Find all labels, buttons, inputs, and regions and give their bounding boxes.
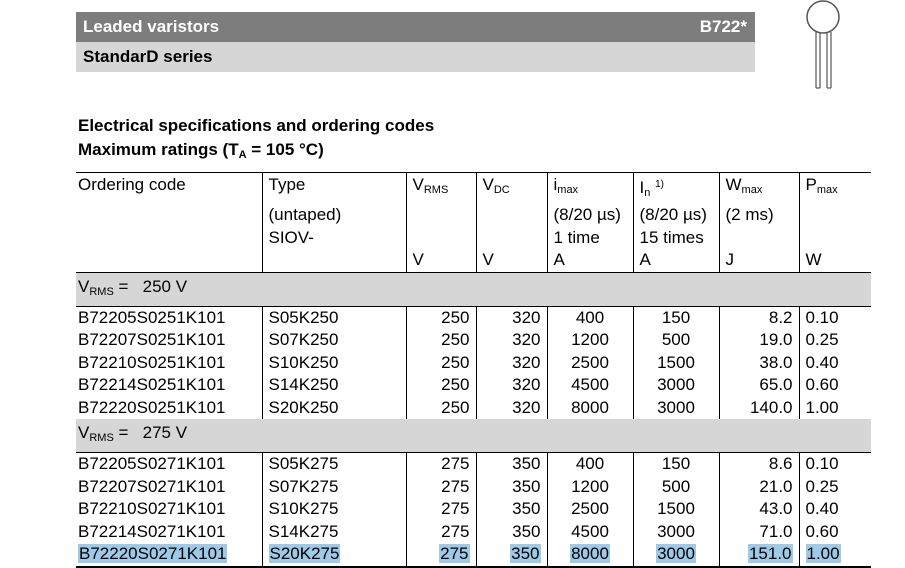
table-cell: S20K250 <box>262 397 406 420</box>
table-cell: 3000 <box>633 397 719 420</box>
table-cell: 151.0 <box>719 543 799 567</box>
section-row <box>76 272 871 306</box>
table-cell: B72220S0271K101 <box>76 543 262 567</box>
table-cell: 150 <box>633 453 719 476</box>
table-cell: 0.25 <box>799 329 871 352</box>
table-cell: B72210S0271K101 <box>78 499 226 518</box>
table-cell: 1200 <box>547 329 633 352</box>
table-row[interactable] <box>76 453 871 476</box>
table-cell: 0.40 <box>799 498 871 521</box>
col-pmax: $P_{max}$ <box>799 173 871 205</box>
table-cell: 275 <box>406 498 476 521</box>
table-cell: 250 <box>406 352 476 375</box>
table-cell: 38.0 <box>719 352 799 375</box>
table-cell: S14K250 <box>262 374 406 397</box>
section-title: Electrical specifications and ordering codes <box>78 116 435 135</box>
table-cell: 320 <box>476 329 547 352</box>
table-cell: S10K250 <box>262 352 406 375</box>
table-cell: B72214S0271K101 <box>78 521 226 541</box>
table-cell: 275 <box>406 521 476 544</box>
col-wmax: $W_{max}$ <box>719 173 799 205</box>
table-cell: B72205S0271K101 <box>78 454 226 473</box>
table-cell: 250 <box>406 397 476 420</box>
table-row[interactable] <box>76 329 871 352</box>
table-cell: B72220S0251K101 <box>78 397 226 417</box>
table-row[interactable] <box>76 476 871 499</box>
table-cell: 43.0 <box>719 498 799 521</box>
table-row[interactable] <box>76 306 871 329</box>
table-cell: 140.0 <box>719 397 799 420</box>
table-row[interactable] <box>76 543 871 567</box>
col-vdc: $V_{DC}$ <box>476 173 547 205</box>
section-row <box>76 419 871 453</box>
series-bar <box>76 42 755 72</box>
table-row[interactable] <box>76 521 871 544</box>
table-cell: 320 <box>476 352 547 375</box>
col-vrms: $V_{RMS}$ <box>406 173 476 205</box>
table-cell: 0.10 <box>799 453 871 476</box>
header-row-2: (untaped) (8/20 µs) (8/20 µs) (2 ms) <box>76 204 871 227</box>
title-bar <box>76 12 755 42</box>
table-cell: 0.10 <box>799 306 871 329</box>
table-cell: 320 <box>476 374 547 397</box>
table-cell: 400 <box>547 453 633 476</box>
table-cell: 3000 <box>633 521 719 544</box>
table-cell: B72207S0251K101 <box>78 330 226 349</box>
table-cell: 250 <box>406 374 476 397</box>
table-cell: B72205S0251K101 <box>78 307 226 327</box>
table-cell: S05K250 <box>262 306 406 329</box>
table-cell: 1500 <box>633 498 719 521</box>
table-cell: B72210S0251K101 <box>78 352 226 372</box>
table-cell: 275 <box>406 476 476 499</box>
table-cell: 500 <box>633 476 719 499</box>
table-cell: 8.6 <box>719 453 799 476</box>
table-cell: 8.2 <box>719 306 799 329</box>
table-cell: 350 <box>476 543 547 567</box>
table-cell: 2500 <box>547 498 633 521</box>
table-cell: 4500 <box>547 521 633 544</box>
product-code: B722* <box>699 17 747 36</box>
col-ordering-code: Ordering code <box>76 173 262 205</box>
table-cell: 8000 <box>547 543 633 567</box>
table-cell: 350 <box>476 521 547 544</box>
table-cell: 8000 <box>547 397 633 420</box>
spec-table <box>76 172 871 568</box>
table-row[interactable] <box>76 397 871 420</box>
table-cell: S07K275 <box>262 476 406 499</box>
table-row[interactable] <box>76 374 871 397</box>
table-cell: 0.40 <box>799 352 871 375</box>
table-cell: B72214S0251K101 <box>78 375 226 394</box>
table-cell: S05K275 <box>262 453 406 476</box>
table-cell: 350 <box>476 498 547 521</box>
section-label: $V_{RMS} = 250$ V <box>76 272 871 306</box>
unit-row: V V A A J W <box>76 249 871 272</box>
table-cell: 350 <box>476 476 547 499</box>
table-row[interactable] <box>76 352 871 375</box>
table-cell: S07K250 <box>262 329 406 352</box>
table-cell: 320 <box>476 306 547 329</box>
table-cell: 275 <box>406 543 476 567</box>
table-cell: 350 <box>476 453 547 476</box>
table-cell: 250 <box>406 329 476 352</box>
table-cell: 1500 <box>633 352 719 375</box>
table-cell: 2500 <box>547 352 633 375</box>
table-cell: 250 <box>406 306 476 329</box>
table-cell: 65.0 <box>719 374 799 397</box>
table-cell: S10K275 <box>262 498 406 521</box>
table-cell: 0.60 <box>799 521 871 544</box>
table-cell: 1200 <box>547 476 633 499</box>
table-cell: 21.0 <box>719 476 799 499</box>
col-type: Type <box>262 173 406 205</box>
table-cell: 400 <box>547 306 633 329</box>
table-cell: 3000 <box>633 374 719 397</box>
table-cell: 71.0 <box>719 521 799 544</box>
header-row <box>76 173 871 205</box>
section-subtitle: Maximum ratings ($T_A = 105$ °C) <box>78 140 324 161</box>
varistor-illustration <box>800 0 850 92</box>
table-cell: 150 <box>633 306 719 329</box>
col-imax: $i_{max}$ <box>547 173 633 205</box>
table-cell: 1.00 <box>799 397 871 420</box>
table-cell: 0.60 <box>799 374 871 397</box>
table-cell: 3000 <box>633 543 719 567</box>
table-cell: 275 <box>406 453 476 476</box>
page-title: Leaded varistors <box>83 17 220 36</box>
table-cell: 0.25 <box>799 476 871 499</box>
table-cell: 19.0 <box>719 329 799 352</box>
table-cell: S20K275 <box>262 543 406 567</box>
table-cell: 500 <box>633 329 719 352</box>
series-title: StandarD series <box>83 47 213 66</box>
table-cell: 1.00 <box>799 543 871 567</box>
table-cell: 320 <box>476 397 547 420</box>
header-row-3: SIOV- 1 time 15 times <box>76 227 871 250</box>
table-cell: S14K275 <box>262 521 406 544</box>
section-label: $V_{RMS} = 275$ V <box>76 419 871 453</box>
table-row[interactable] <box>76 498 871 521</box>
col-in: $I_n$ $^{1)}$ <box>633 173 719 205</box>
table-cell: B72207S0271K101 <box>78 476 226 496</box>
table-cell: 4500 <box>547 374 633 397</box>
